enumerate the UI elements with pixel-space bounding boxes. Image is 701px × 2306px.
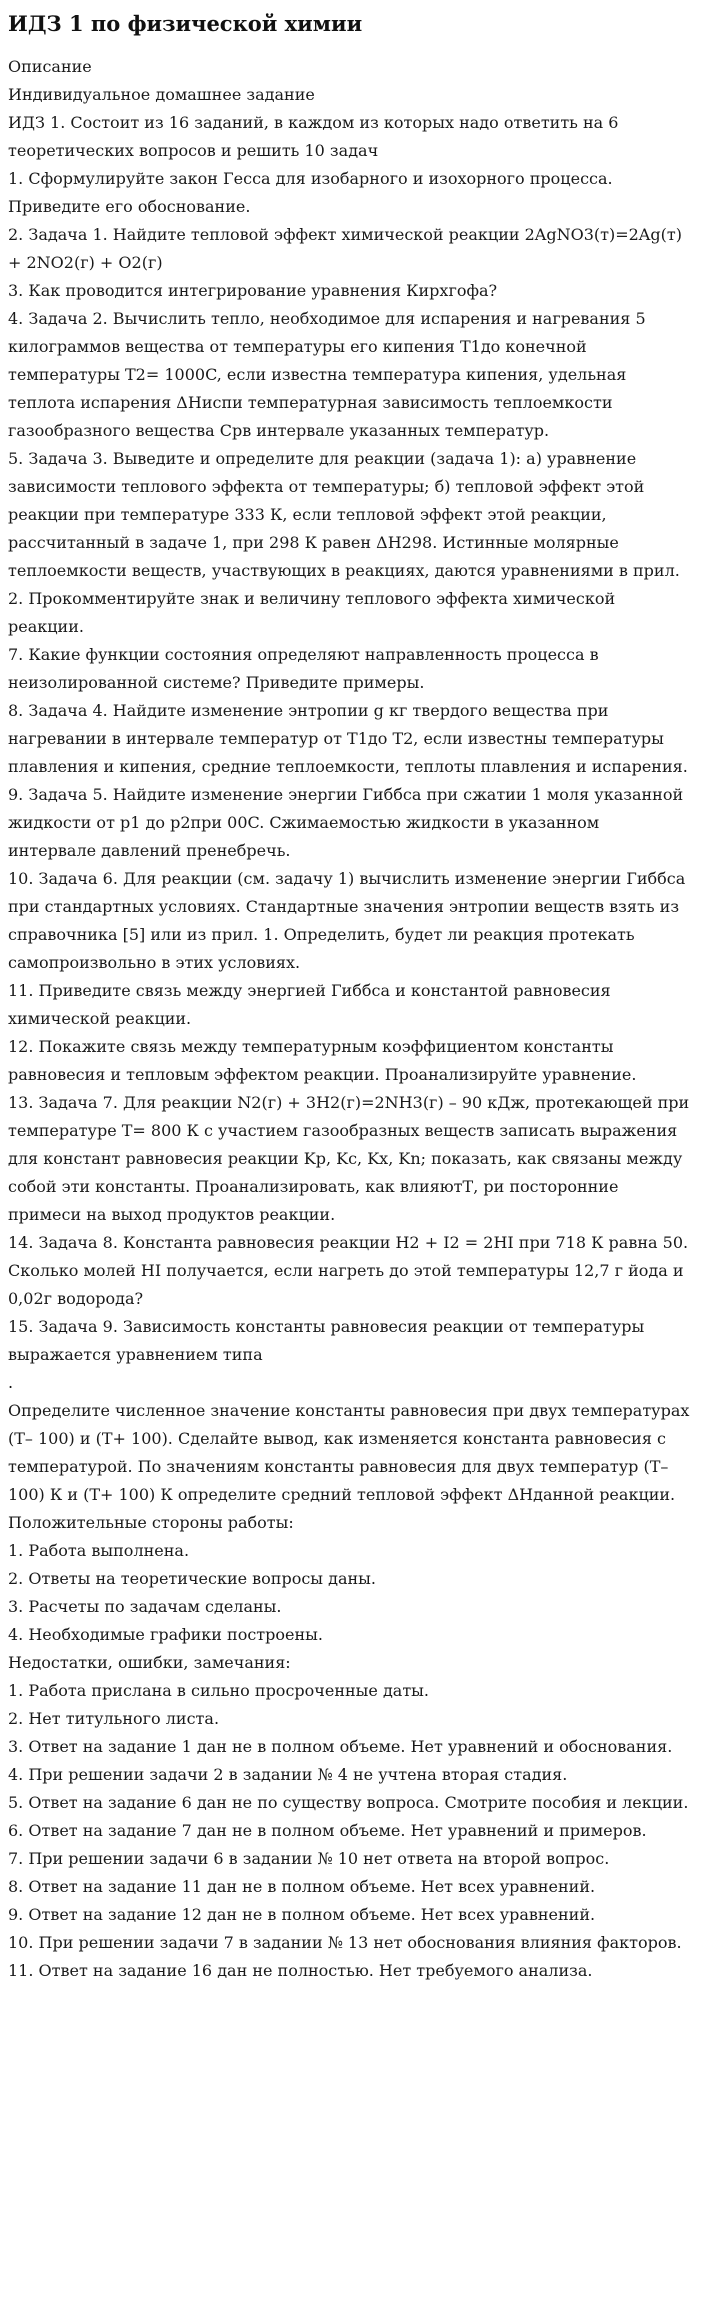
text-line: 9. Ответ на задание 12 дан не в полном объеме. Нет всех уравнений. (8, 1905, 596, 1924)
text-line: Определите численное значение константы равновесия при двух температурах (T– 100) и (T+ 100). Сделайте вывод, как изменяется константа равновесия с температурой. По значениям константы равновесия для двух температур (T– 100) К и (T+ 100) К определите средний тепловой эффект ΔHданной реакции. (8, 1401, 690, 1504)
text-line: 3. Как проводится интегрирование уравнения Кирхгофа? (8, 281, 498, 300)
text-line: 1. Работа выполнена. (8, 1541, 190, 1560)
text-line: 1. Работа прислана в сильно просроченные даты. (8, 1681, 429, 1700)
section-heading: Недостатки, ошибки, замечания: (8, 1653, 291, 1672)
text-line: 11. Ответ на задание 16 дан не полностью. Нет требуемого анализа. (8, 1961, 593, 1980)
text-line: Описание (8, 57, 92, 76)
text-line: 13. Задача 7. Для реакции N2(г) + 3H2(г)=2NH3(г) – 90 кДж, протекающей при температуре T= 800 К с участием газообразных веществ записать выражения для констант равновесия реакции Kp, Kc, Kx, Kn; показать, как связаны между собой эти константы. Проанализировать, как влияютТ, ри посторонние примеси на выход продуктов реакции. (8, 1093, 690, 1224)
text-line: 8. Ответ на задание 11 дан не в полном объеме. Нет всех уравнений. (8, 1877, 596, 1896)
text-line: 14. Задача 8. Константа равновесия реакции H2 + I2 = 2HI при 718 К равна 50. Сколько молей HI получается, если нагреть до этой температуры 12,7 г йода и 0,02г водорода? (8, 1233, 689, 1308)
text-line: 3. Ответ на задание 1 дан не в полном объеме. Нет уравнений и обоснования. (8, 1737, 673, 1756)
text-line: 4. Необходимые графики построены. (8, 1625, 323, 1644)
text-line: 6. Ответ на задание 7 дан не в полном объеме. Нет уравнений и примеров. (8, 1821, 647, 1840)
text-line: 11. Приведите связь между энергией Гиббса и константой равновесия химической реакции. (8, 981, 611, 1028)
text-line: 15. Задача 9. Зависимость константы равновесия реакции от температуры выражается уравнением типа (8, 1317, 645, 1364)
text-line: 1. Сформулируйте закон Гесса для изобарного и изохорного процесса. Приведите его обоснование. (8, 169, 613, 216)
section-heading: Положительные стороны работы: (8, 1513, 294, 1532)
text-line: 2. Ответы на теоретические вопросы даны. (8, 1569, 376, 1588)
document-body (8, 53, 691, 1985)
text-line: Индивидуальное домашнее задание (8, 85, 315, 104)
text-line: 9. Задача 5. Найдите изменение энергии Гиббса при сжатии 1 моля указанной жидкости от p1 до p2при 00C. Сжимаемостью жидкости в указанном интервале давлений пренебречь. (8, 785, 684, 860)
page-title: ИДЗ 1 по физической химии (8, 11, 363, 36)
text-line: 10. При решении задачи 7 в задании № 13 нет обоснования влияния факторов. (8, 1933, 682, 1952)
text-line: 2. Задача 1. Найдите тепловой эффект химической реакции 2AgNO3(т)=2Ag(т) + 2NO2(г) + O2(г) (8, 225, 682, 272)
text-line: 5. Ответ на задание 6 дан не по существу вопроса. Смотрите пособия и лекции. (8, 1793, 689, 1812)
text-line: 7. При решении задачи 6 в задании № 10 нет ответа на второй вопрос. (8, 1849, 610, 1868)
text-line: 5. Задача 3. Выведите и определите для реакции (задача 1): а) уравнение зависимости теплового эффекта от температуры; б) тепловой эффект этой реакции при температуре 333 К, если тепловой эффект этой реакции, рассчитанный в задаче 1, при 298 К равен ΔH298. Истинные молярные теплоемкости веществ, участвующих в реакциях, даются уравнениями в прил. 2. Прокомментируйте знак и величину теплового эффекта химической реакции. (8, 449, 680, 636)
text-line: 4. При решении задачи 2 в задании № 4 не учтена вторая стадия. (8, 1765, 568, 1784)
text-line: 4. Задача 2. Вычислить тепло, необходимое для испарения и нагревания 5 килограммов вещества от температуры его кипения T1до конечной температуры T2= 1000C, если известна температура кипения, удельная теплота испарения ΔHиспи температурная зависимость теплоемкости газообразного вещества Cpв интервале указанных температур. (8, 309, 646, 440)
text-line: 3. Расчеты по задачам сделаны. (8, 1597, 282, 1616)
text-line: 12. Покажите связь между температурным коэффициентом константы равновесия и тепловым эффектом реакции. Проанализируйте уравнение. (8, 1037, 637, 1084)
text-line: 8. Задача 4. Найдите изменение энтропии g кг твердого вещества при нагревании в интервале температур от T1до T2, если известны температуры плавления и кипения, средние теплоемкости, теплоты плавления и испарения. (8, 701, 688, 776)
text-line: . (8, 1373, 14, 1392)
text-line: 10. Задача 6. Для реакции (см. задачу 1) вычислить изменение энергии Гиббса при стандартных условиях. Стандартные значения энтропии веществ взять из справочника [5] или из прил. 1. Определить, будет ли реакция протекать самопроизвольно в этих условиях. (8, 869, 686, 972)
text-line: ИДЗ 1. Состоит из 16 заданий, в каждом из которых надо ответить на 6 теоретических вопросов и решить 10 задач (8, 113, 619, 160)
text-line: 2. Нет титульного листа. (8, 1709, 220, 1728)
text-line: 7. Какие функции состояния определяют направленность процесса в неизолированной системе? Приведите примеры. (8, 645, 599, 692)
